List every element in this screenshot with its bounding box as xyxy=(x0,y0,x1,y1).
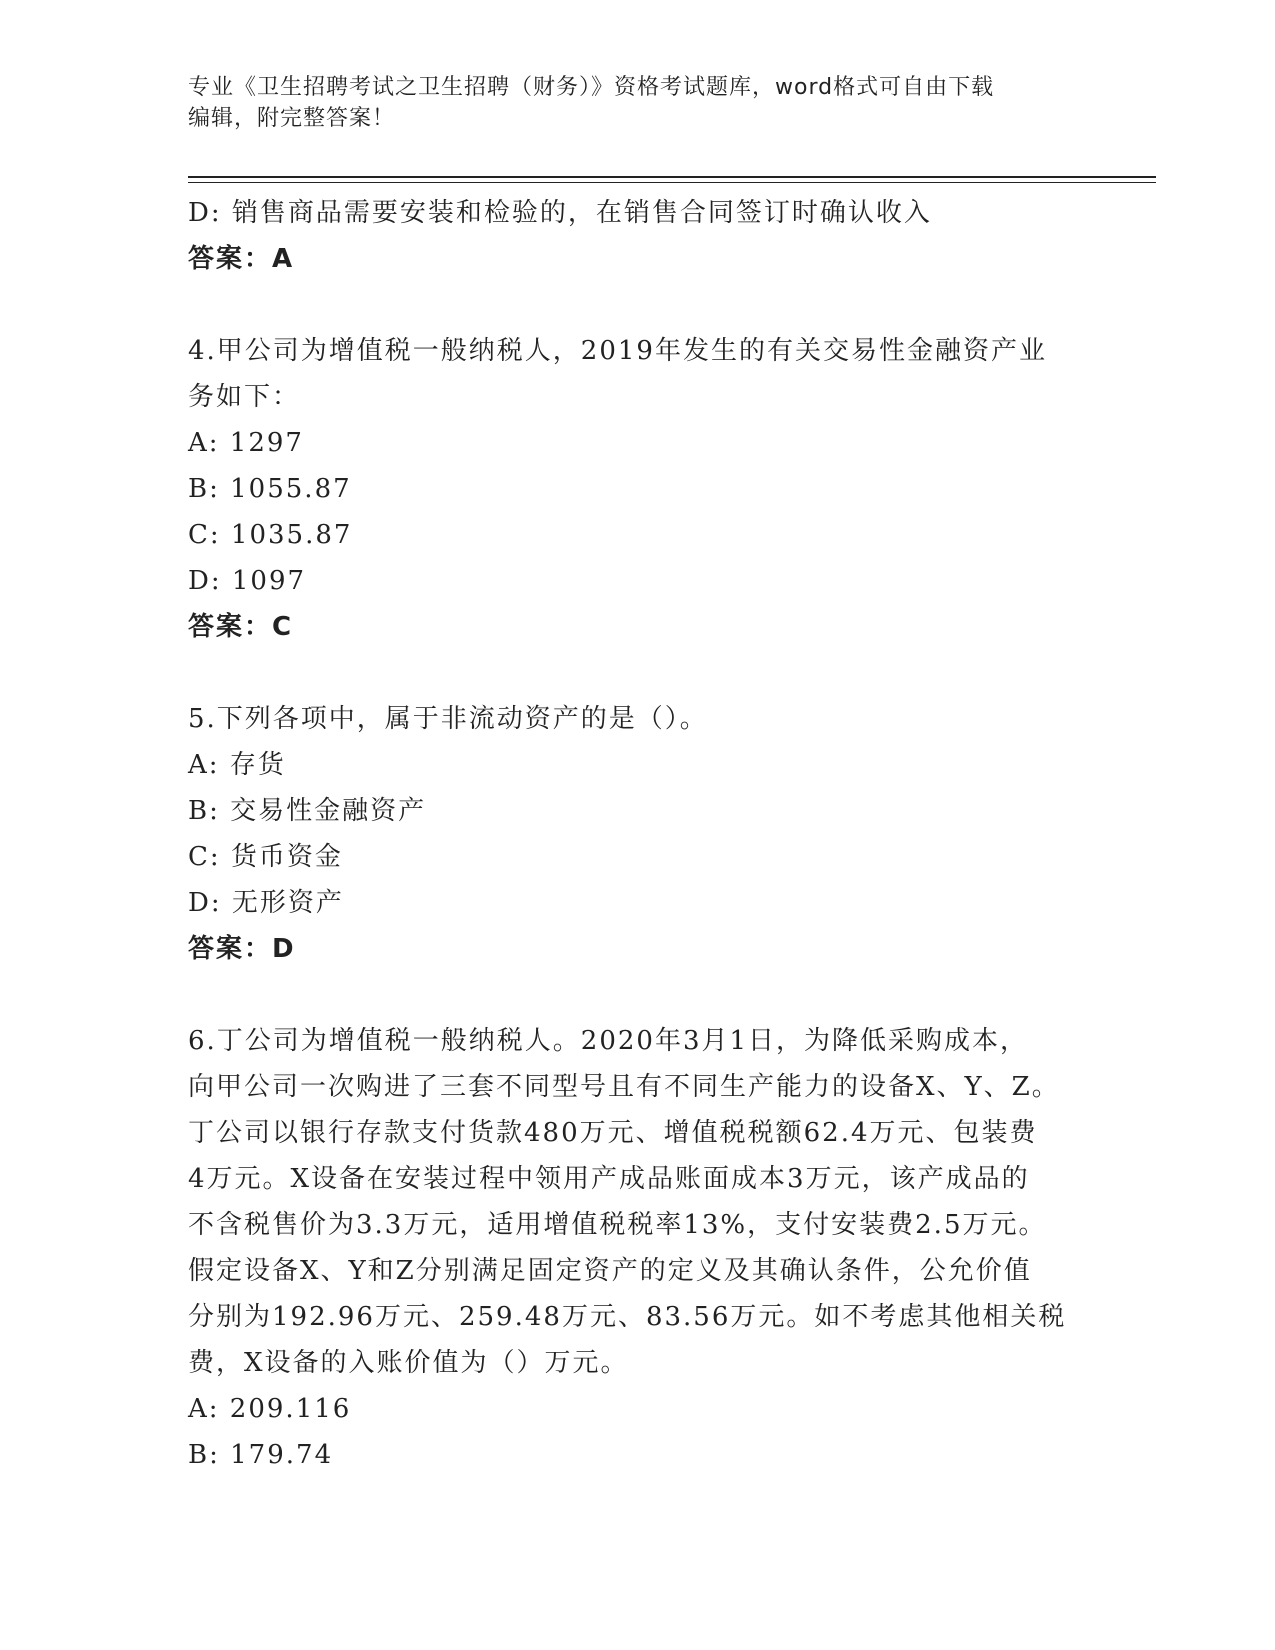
q3-answer: 答案：A xyxy=(188,244,295,274)
header-line-1: 专业《卫生招聘考试之卫生招聘（财务）》资格考试题库，word格式可自由下载 xyxy=(188,75,995,100)
q6-option-a: A: 209.116 xyxy=(188,1394,352,1424)
q6-stem-line: 费，X设备的入账价值为（）万元。 xyxy=(188,1348,629,1378)
q6-option-b: B: 179.74 xyxy=(188,1440,334,1470)
q6-stem-line: 向甲公司一次购进了三套不同型号且有不同生产能力的设备X、Y、Z。 xyxy=(188,1072,1060,1102)
q5-option-d: D: 无形资产 xyxy=(188,888,344,918)
q4-option-c: C: 1035.87 xyxy=(188,520,353,550)
spacer xyxy=(188,650,1088,696)
spacer xyxy=(188,972,1088,1018)
q6-stem-line: 4万元。X设备在安装过程中领用产成品账面成本3万元，该产成品的 xyxy=(188,1164,1030,1194)
q4-option-a: A: 1297 xyxy=(188,428,304,458)
q6-stem-line: 丁公司以银行存款支付货款480万元、增值税税额62.4万元、包装费 xyxy=(188,1118,1038,1148)
q5-option-a: A: 存货 xyxy=(188,750,286,780)
q5-answer: 答案：D xyxy=(188,934,296,964)
q4-option-b: B: 1055.87 xyxy=(188,474,352,504)
q6-stem-line: 不含税售价为3.3万元，适用增值税税率13%，支付安装费2.5万元。 xyxy=(188,1210,1047,1240)
header-line-2: 编辑，附完整答案！ xyxy=(188,106,396,131)
q5-option-c: C: 货币资金 xyxy=(188,842,343,872)
q3-option-d: D: 销售商品需要安装和检验的，在销售合同签订时确认收入 xyxy=(188,198,932,228)
q4-stem-line-2: 务如下： xyxy=(188,382,301,412)
q4-option-d: D: 1097 xyxy=(188,566,307,596)
q4-stem-line-1: 4.甲公司为增值税一般纳税人，2019年发生的有关交易性金融资产业 xyxy=(188,336,1047,366)
q6-stem-line: 假定设备X、Y和Z分别满足固定资产的定义及其确认条件，公允价值 xyxy=(188,1256,1032,1286)
q5-option-b: B: 交易性金融资产 xyxy=(188,796,427,826)
header-divider-thick xyxy=(188,176,1156,178)
q5-stem: 5.下列各项中，属于非流动资产的是（）。 xyxy=(188,704,708,734)
q4-answer: 答案：C xyxy=(188,612,294,642)
question-content xyxy=(188,190,1088,1478)
header-divider-thin xyxy=(188,182,1156,183)
spacer xyxy=(188,282,1088,328)
q6-stem-line: 6.丁公司为增值税一般纳税人。2020年3月1日，为降低采购成本， xyxy=(188,1026,1029,1056)
q6-stem-line: 分别为192.96万元、259.48万元、83.56万元。如不考虑其他相关税 xyxy=(188,1302,1067,1332)
document-header xyxy=(188,72,1068,134)
